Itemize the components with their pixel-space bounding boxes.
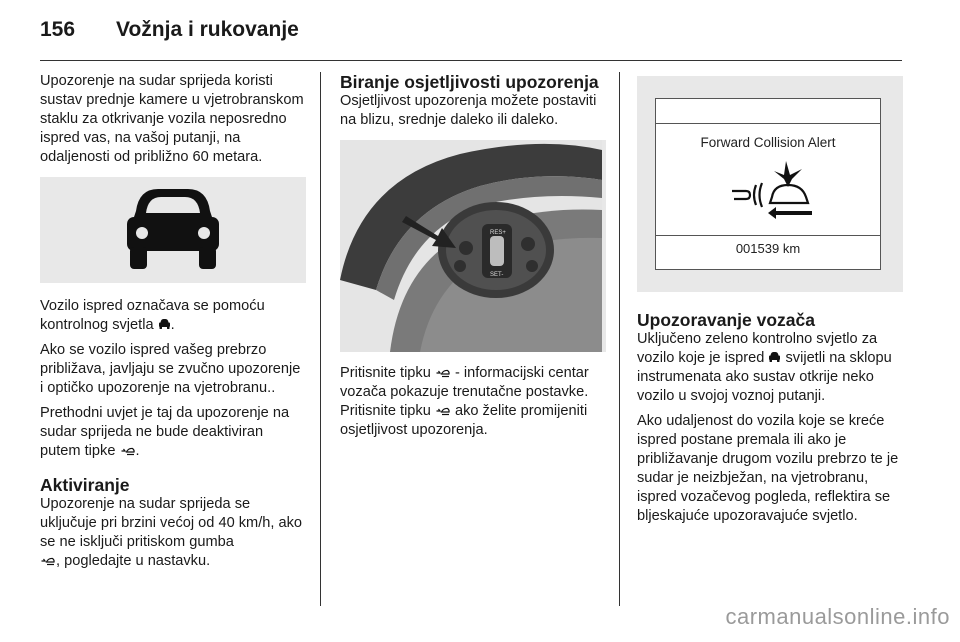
header-rule [40, 60, 902, 61]
display-screen [655, 98, 881, 270]
page-header [40, 18, 299, 48]
driver-warning-heading: Upozoravanje vozača [637, 310, 815, 330]
steering-wheel-figure [340, 140, 606, 352]
activation-paragraph: Upozorenje na sudar sprijeda se uključuje pri brzini većoj od 40 km/h, ako se ne isključi pritiskom gumba , pogledajte u nastavku. [40, 496, 303, 569]
column-3 [637, 72, 903, 532]
sensitivity-heading: Biranje osjetljivosti upozorenja [340, 72, 599, 92]
driver-info-display-figure [637, 76, 903, 292]
column-1 [40, 72, 306, 577]
vehicle-ahead-icon [768, 351, 781, 363]
green-light-paragraph: Uključeno zeleno kontrolno svjetlo za vozilo koje je ispred svijetli na sklopu instrumenata ako sustav otkrije neko vozilo u svojoj voznoj putanji. [637, 331, 892, 404]
column-2 [340, 72, 606, 446]
page-number: 156 [40, 18, 76, 41]
distance-button-icon [120, 444, 136, 456]
wheel-res-label: RES+ [490, 230, 506, 236]
collision-alert-icon [726, 157, 816, 223]
odometer-readout: 001539 km [735, 241, 801, 256]
display-title: Forward Collision Alert [700, 135, 836, 150]
steering-wheel-illustration [340, 140, 602, 352]
button-instructions-paragraph: Pritisnite tipku - informacijski centar vozača pokazuje trenutačne postavke. Pritisnite tipku ako želite promijeniti osjetljivost upozorenja. [340, 365, 589, 438]
distance-button-icon [435, 366, 451, 378]
watermark: carmanualsonline.info [725, 604, 950, 629]
distance-button-icon [40, 554, 56, 566]
activation-heading: Aktiviranje [40, 475, 130, 495]
flashing-light-paragraph: Ako udaljenost do vozila koje se kreće ispred postane premala ili ako je približavanje drugom vozilu prebrzo te je sudar je neizbježan, na vjetrobranu, ispred vozačevog pogleda, reflektira se bljeskajuće upozoravajuće svjetlo. [637, 413, 899, 524]
wheel-set-label: SET- [490, 272, 504, 278]
precondition-paragraph: Prethodni uvjet je taj da upozorenje na sudar sprijeda ne bude deaktiviran putem tipke . [40, 405, 290, 459]
sensitivity-paragraph: Osjetljivost upozorenja možete postaviti na blizu, srednje daleko ili daleko. [340, 93, 597, 128]
indicator-paragraph: Vozilo ispred označava se pomoću kontrolnog svjetla . [40, 298, 265, 333]
vehicle-ahead-icon [158, 318, 171, 330]
intro-paragraph: Upozorenje na sudar sprijeda koristi sustav prednje kamere u vjetrobranskom staklu za otkrivanje vozila neposredno ispred vas, na vašoj putanji, na odaljenosti od približno 60 metara. [40, 73, 304, 165]
column-divider-1 [320, 72, 321, 606]
distance-button-icon [435, 404, 451, 416]
column-divider-2 [619, 72, 620, 606]
warning-paragraph: Ako se vozilo ispred vašeg prebrzo približava, javljaju se zvučno upozorenje i optičko upozorenje na vjetrobranu.. [40, 342, 301, 396]
car-front-icon [40, 177, 306, 283]
vehicle-ahead-figure [40, 177, 306, 283]
chapter-title: Vožnja i rukovanje [116, 18, 299, 41]
